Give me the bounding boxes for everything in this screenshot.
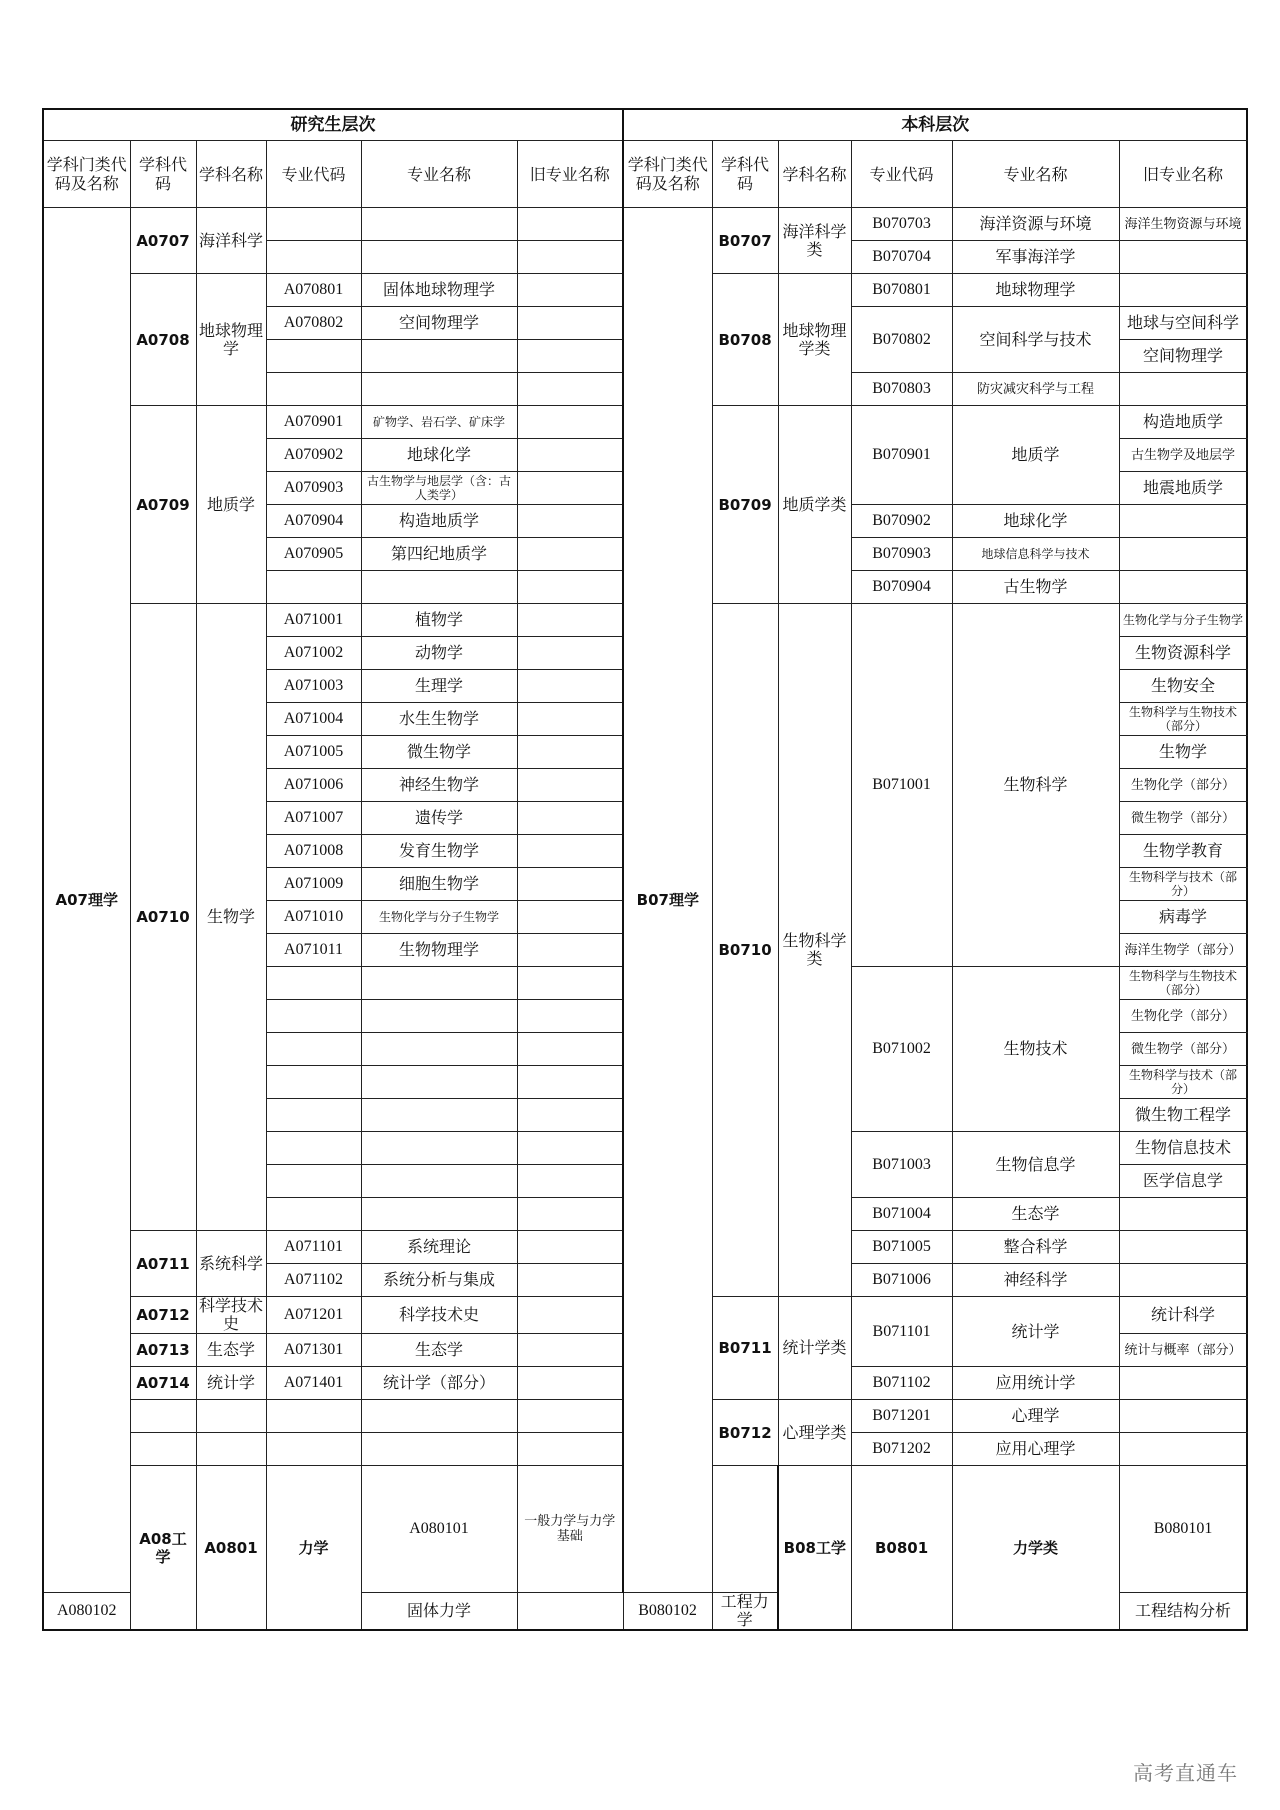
table-cell: A070801 — [266, 274, 361, 307]
table-cell: 空间科学与技术 — [952, 307, 1119, 373]
table-cell — [517, 604, 623, 637]
table-cell: B070802 — [851, 307, 952, 373]
table-cell: B071102 — [851, 1367, 952, 1400]
table-cell — [517, 736, 623, 769]
table-cell — [517, 934, 623, 967]
header-g-old-name: 旧专业名称 — [517, 141, 623, 208]
table-cell: 防灾减灾科学与工程 — [952, 373, 1119, 406]
table-cell — [517, 1367, 623, 1400]
table-cell — [517, 472, 623, 505]
table-cell: 系统理论 — [361, 1231, 517, 1264]
table-cell: 生物化学（部分） — [1119, 769, 1247, 802]
table-cell: A080102 — [43, 1593, 130, 1631]
table-cell: 海洋科学类 — [778, 208, 851, 274]
table-cell: 心理学 — [952, 1400, 1119, 1433]
header-u-category: 学科门类代码及名称 — [623, 141, 712, 208]
table-cell: 整合科学 — [952, 1231, 1119, 1264]
table-cell: 海洋生物学（部分） — [1119, 934, 1247, 967]
table-cell — [517, 802, 623, 835]
table-cell — [266, 340, 361, 373]
table-cell: 动物学 — [361, 637, 517, 670]
table-cell: 力学 — [266, 1466, 361, 1631]
table-cell: A070903 — [266, 472, 361, 505]
header-g-major-code: 专业代码 — [266, 141, 361, 208]
table-cell — [517, 1433, 623, 1466]
table-cell — [196, 1400, 266, 1433]
table-cell: 生物化学（部分） — [1119, 1000, 1247, 1033]
table-cell: 固体力学 — [361, 1593, 517, 1631]
table-cell — [266, 967, 361, 1000]
table-cell — [361, 340, 517, 373]
table-cell: 神经科学 — [952, 1264, 1119, 1297]
table-cell: B070801 — [851, 274, 952, 307]
table-cell — [266, 1433, 361, 1466]
table-cell — [361, 1400, 517, 1433]
table-cell: 地球物理学类 — [778, 274, 851, 406]
table-cell: 微生物学 — [361, 736, 517, 769]
table-cell: A07理学 — [43, 208, 130, 1593]
table-cell — [517, 406, 623, 439]
table-cell — [361, 1165, 517, 1198]
table-cell — [361, 241, 517, 274]
table-cell — [1119, 241, 1247, 274]
undergrad-section-title: 本科层次 — [623, 109, 1247, 141]
table-cell: 力学类 — [952, 1466, 1119, 1631]
table-cell: 病毒学 — [1119, 901, 1247, 934]
table-cell — [196, 1433, 266, 1466]
table-cell: B070703 — [851, 208, 952, 241]
table-cell: 空间物理学 — [1119, 340, 1247, 373]
table-cell: B080101 — [1119, 1466, 1247, 1593]
table-cell: 生物技术 — [952, 967, 1119, 1132]
table-cell: 生物科学与技术（部分） — [1119, 868, 1247, 901]
table-cell — [517, 439, 623, 472]
table-cell — [1119, 538, 1247, 571]
table-cell — [1119, 1198, 1247, 1231]
table-cell: B071202 — [851, 1433, 952, 1466]
table-cell: 生态学 — [196, 1334, 266, 1367]
table-cell: A0710 — [130, 604, 196, 1231]
table-cell — [266, 241, 361, 274]
table-cell: A071007 — [266, 802, 361, 835]
table-cell — [1119, 1400, 1247, 1433]
table-cell: 生物科学类 — [778, 604, 851, 1297]
table-cell: 微生物学（部分） — [1119, 802, 1247, 835]
header-u-major-name: 专业名称 — [952, 141, 1119, 208]
table-cell: B0709 — [712, 406, 778, 604]
table-cell: B071006 — [851, 1264, 952, 1297]
table-cell: A0709 — [130, 406, 196, 604]
table-cell — [517, 1231, 623, 1264]
table-cell — [1119, 1264, 1247, 1297]
table-cell: A071009 — [266, 868, 361, 901]
table-cell: B070904 — [851, 571, 952, 604]
table-cell — [517, 868, 623, 901]
table-cell — [1119, 505, 1247, 538]
table-cell — [361, 1132, 517, 1165]
table-cell: 发育生物学 — [361, 835, 517, 868]
table-cell — [517, 307, 623, 340]
table-cell: 统计学 — [952, 1297, 1119, 1367]
table-cell — [517, 1198, 623, 1231]
table-cell — [517, 835, 623, 868]
table-cell — [517, 1099, 623, 1132]
table-cell: A071011 — [266, 934, 361, 967]
table-cell: 空间物理学 — [361, 307, 517, 340]
table-cell — [130, 1400, 196, 1433]
table-cell: A0713 — [130, 1334, 196, 1367]
table-cell: 生物资源科学 — [1119, 637, 1247, 670]
table-cell — [1119, 1433, 1247, 1466]
header-u-major-code: 专业代码 — [851, 141, 952, 208]
header-g-code: 学科代码 — [130, 141, 196, 208]
table-cell: B070803 — [851, 373, 952, 406]
table-cell: A080101 — [361, 1466, 517, 1593]
table-cell — [361, 1033, 517, 1066]
discipline-catalog-table — [42, 108, 1248, 1631]
header-g-category: 学科门类代码及名称 — [43, 141, 130, 208]
table-cell: 地球信息科学与技术 — [952, 538, 1119, 571]
table-cell: B071001 — [851, 604, 952, 967]
table-cell: A071301 — [266, 1334, 361, 1367]
table-cell: 科学技术史 — [196, 1297, 266, 1334]
table-cell: 生物科学与生物技术（部分） — [1119, 703, 1247, 736]
table-cell — [266, 373, 361, 406]
table-cell: 构造地质学 — [361, 505, 517, 538]
table-cell: 科学技术史 — [361, 1297, 517, 1334]
table-cell — [361, 1198, 517, 1231]
table-cell: 生物学 — [196, 604, 266, 1231]
table-cell — [517, 901, 623, 934]
table-cell: 统计学 — [196, 1367, 266, 1400]
table-cell — [130, 1433, 196, 1466]
table-cell: 地球化学 — [361, 439, 517, 472]
table-cell: A0707 — [130, 208, 196, 274]
table-cell — [361, 1099, 517, 1132]
table-cell: 地球与空间科学 — [1119, 307, 1247, 340]
table-cell: 生物科学与生物技术（部分） — [1119, 967, 1247, 1000]
graduate-section-title: 研究生层次 — [43, 109, 623, 141]
table-cell: 古生物学与地层学（含：古人类学） — [361, 472, 517, 505]
table-cell: 一般力学与力学基础 — [517, 1466, 623, 1593]
table-cell — [517, 1066, 623, 1099]
table-cell — [361, 373, 517, 406]
table-cell: B070902 — [851, 505, 952, 538]
table-cell — [361, 1433, 517, 1466]
table-cell — [266, 208, 361, 241]
table-cell: A071010 — [266, 901, 361, 934]
table-cell — [517, 1334, 623, 1367]
table-cell — [712, 1466, 778, 1593]
table-cell: 生物学教育 — [1119, 835, 1247, 868]
table-cell: 生物安全 — [1119, 670, 1247, 703]
header-g-name: 学科名称 — [196, 141, 266, 208]
table-cell: A0801 — [196, 1466, 266, 1631]
table-cell — [266, 1400, 361, 1433]
table-cell: 固体地球物理学 — [361, 274, 517, 307]
table-cell: 构造地质学 — [1119, 406, 1247, 439]
table-cell: 应用统计学 — [952, 1367, 1119, 1400]
table-cell: B071003 — [851, 1132, 952, 1198]
table-cell — [517, 1297, 623, 1334]
table-cell — [1119, 1367, 1247, 1400]
table-cell — [361, 967, 517, 1000]
header-u-old-name: 旧专业名称 — [1119, 141, 1247, 208]
table-cell: B070903 — [851, 538, 952, 571]
table-cell — [266, 571, 361, 604]
table-cell: B071005 — [851, 1231, 952, 1264]
table-cell — [517, 208, 623, 241]
table-cell — [517, 670, 623, 703]
table-cell: 矿物学、岩石学、矿床学 — [361, 406, 517, 439]
table-cell: 地质学类 — [778, 406, 851, 604]
table-cell: 生物化学与分子生物学 — [361, 901, 517, 934]
table-cell: 心理学类 — [778, 1400, 851, 1466]
table-cell: A0714 — [130, 1367, 196, 1400]
table-cell: 应用心理学 — [952, 1433, 1119, 1466]
table-cell: A071005 — [266, 736, 361, 769]
table-cell: 生物学 — [1119, 736, 1247, 769]
table-cell: B07理学 — [623, 208, 712, 1593]
table-cell — [517, 1033, 623, 1066]
table-cell: 统计与概率（部分） — [1119, 1334, 1247, 1367]
table-cell: A071102 — [266, 1264, 361, 1297]
table-cell: 生物信息学 — [952, 1132, 1119, 1198]
table-cell — [517, 505, 623, 538]
table-cell — [517, 274, 623, 307]
table-cell: A071001 — [266, 604, 361, 637]
table-cell — [266, 1198, 361, 1231]
table-cell — [266, 1165, 361, 1198]
table-cell — [1119, 1231, 1247, 1264]
table-cell: 工程结构分析 — [1119, 1593, 1247, 1631]
table-cell: 地球化学 — [952, 505, 1119, 538]
table-cell: 地质学 — [196, 406, 266, 604]
table-cell: B0710 — [712, 604, 778, 1297]
header-u-name: 学科名称 — [778, 141, 851, 208]
table-cell: 古生物学 — [952, 571, 1119, 604]
table-cell: B071004 — [851, 1198, 952, 1231]
table-cell: B071002 — [851, 967, 952, 1132]
header-u-code: 学科代码 — [712, 141, 778, 208]
table-cell: 生态学 — [952, 1198, 1119, 1231]
table-cell: 细胞生物学 — [361, 868, 517, 901]
table-cell — [517, 538, 623, 571]
table-cell: 植物学 — [361, 604, 517, 637]
table-cell: 生物科学 — [952, 604, 1119, 967]
table-cell — [361, 571, 517, 604]
table-cell: A071201 — [266, 1297, 361, 1334]
table-cell: 工程力学 — [712, 1593, 778, 1631]
table-cell: 统计科学 — [1119, 1297, 1247, 1334]
table-cell: B0707 — [712, 208, 778, 274]
table-cell — [517, 373, 623, 406]
header-g-major-name: 专业名称 — [361, 141, 517, 208]
table-cell: A070901 — [266, 406, 361, 439]
table-cell — [517, 1000, 623, 1033]
table-cell — [517, 967, 623, 1000]
table-cell: A070902 — [266, 439, 361, 472]
table-cell: A070802 — [266, 307, 361, 340]
table-cell: 海洋生物资源与环境 — [1119, 208, 1247, 241]
table-cell — [1119, 274, 1247, 307]
table-cell: A070904 — [266, 505, 361, 538]
table-cell — [266, 1066, 361, 1099]
table-cell: 系统分析与集成 — [361, 1264, 517, 1297]
table-cell: 生物物理学 — [361, 934, 517, 967]
table-cell: B0708 — [712, 274, 778, 406]
table-cell: A08工学 — [130, 1466, 196, 1631]
table-cell: 生物化学与分子生物学 — [1119, 604, 1247, 637]
table-cell: 微生物工程学 — [1119, 1099, 1247, 1132]
table-cell: B070901 — [851, 406, 952, 505]
table-cell — [517, 340, 623, 373]
table-cell — [517, 703, 623, 736]
table-cell — [517, 1593, 623, 1631]
table-cell: B071201 — [851, 1400, 952, 1433]
table-cell — [1119, 571, 1247, 604]
table-cell: 海洋科学 — [196, 208, 266, 274]
table-cell: B071101 — [851, 1297, 952, 1367]
table-cell: 遗传学 — [361, 802, 517, 835]
table-cell — [266, 1132, 361, 1165]
table-cell: 微生物学（部分） — [1119, 1033, 1247, 1066]
table-cell: 地球物理学 — [196, 274, 266, 406]
table-cell — [1119, 373, 1247, 406]
table-cell: 生物信息技术 — [1119, 1132, 1247, 1165]
table-cell — [266, 1099, 361, 1132]
watermark-text: 高考直通车 — [1133, 1761, 1238, 1785]
table-cell: 古生物学及地层学 — [1119, 439, 1247, 472]
table-cell: B0712 — [712, 1400, 778, 1466]
table-cell: 统计学类 — [778, 1297, 851, 1400]
table-cell: 第四纪地质学 — [361, 538, 517, 571]
table-cell — [266, 1033, 361, 1066]
table-cell: A0711 — [130, 1231, 196, 1297]
table-cell: 军事海洋学 — [952, 241, 1119, 274]
table-cell: A071101 — [266, 1231, 361, 1264]
table-cell — [517, 637, 623, 670]
table-cell — [361, 1000, 517, 1033]
table-cell: A0708 — [130, 274, 196, 406]
table-cell — [517, 1132, 623, 1165]
table-cell: A071401 — [266, 1367, 361, 1400]
table-cell — [517, 241, 623, 274]
table-cell: B070704 — [851, 241, 952, 274]
table-cell — [517, 1165, 623, 1198]
table-cell: 地震地质学 — [1119, 472, 1247, 505]
table-cell: A070905 — [266, 538, 361, 571]
table-cell — [517, 1264, 623, 1297]
table-cell — [361, 208, 517, 241]
table-cell: 地球物理学 — [952, 274, 1119, 307]
table-cell: 神经生物学 — [361, 769, 517, 802]
table-cell: 地质学 — [952, 406, 1119, 505]
table-cell: 生理学 — [361, 670, 517, 703]
table-cell — [517, 571, 623, 604]
table-cell: B0711 — [712, 1297, 778, 1400]
table-cell: 水生生物学 — [361, 703, 517, 736]
table-cell: B08工学 — [778, 1466, 851, 1631]
table-cell: A071008 — [266, 835, 361, 868]
table-cell — [517, 1400, 623, 1433]
table-cell: A071004 — [266, 703, 361, 736]
table-cell: 系统科学 — [196, 1231, 266, 1297]
table-cell: B080102 — [623, 1593, 712, 1631]
table-cell: 海洋资源与环境 — [952, 208, 1119, 241]
table-cell: A071006 — [266, 769, 361, 802]
table-cell: A0712 — [130, 1297, 196, 1334]
table-cell: 统计学（部分） — [361, 1367, 517, 1400]
table-cell — [266, 1000, 361, 1033]
table-cell: 生态学 — [361, 1334, 517, 1367]
table-cell: 医学信息学 — [1119, 1165, 1247, 1198]
table-cell: A071003 — [266, 670, 361, 703]
table-cell — [517, 769, 623, 802]
table-cell: B0801 — [851, 1466, 952, 1631]
table-cell: 生物科学与技术（部分） — [1119, 1066, 1247, 1099]
table-cell: A071002 — [266, 637, 361, 670]
table-cell — [361, 1066, 517, 1099]
